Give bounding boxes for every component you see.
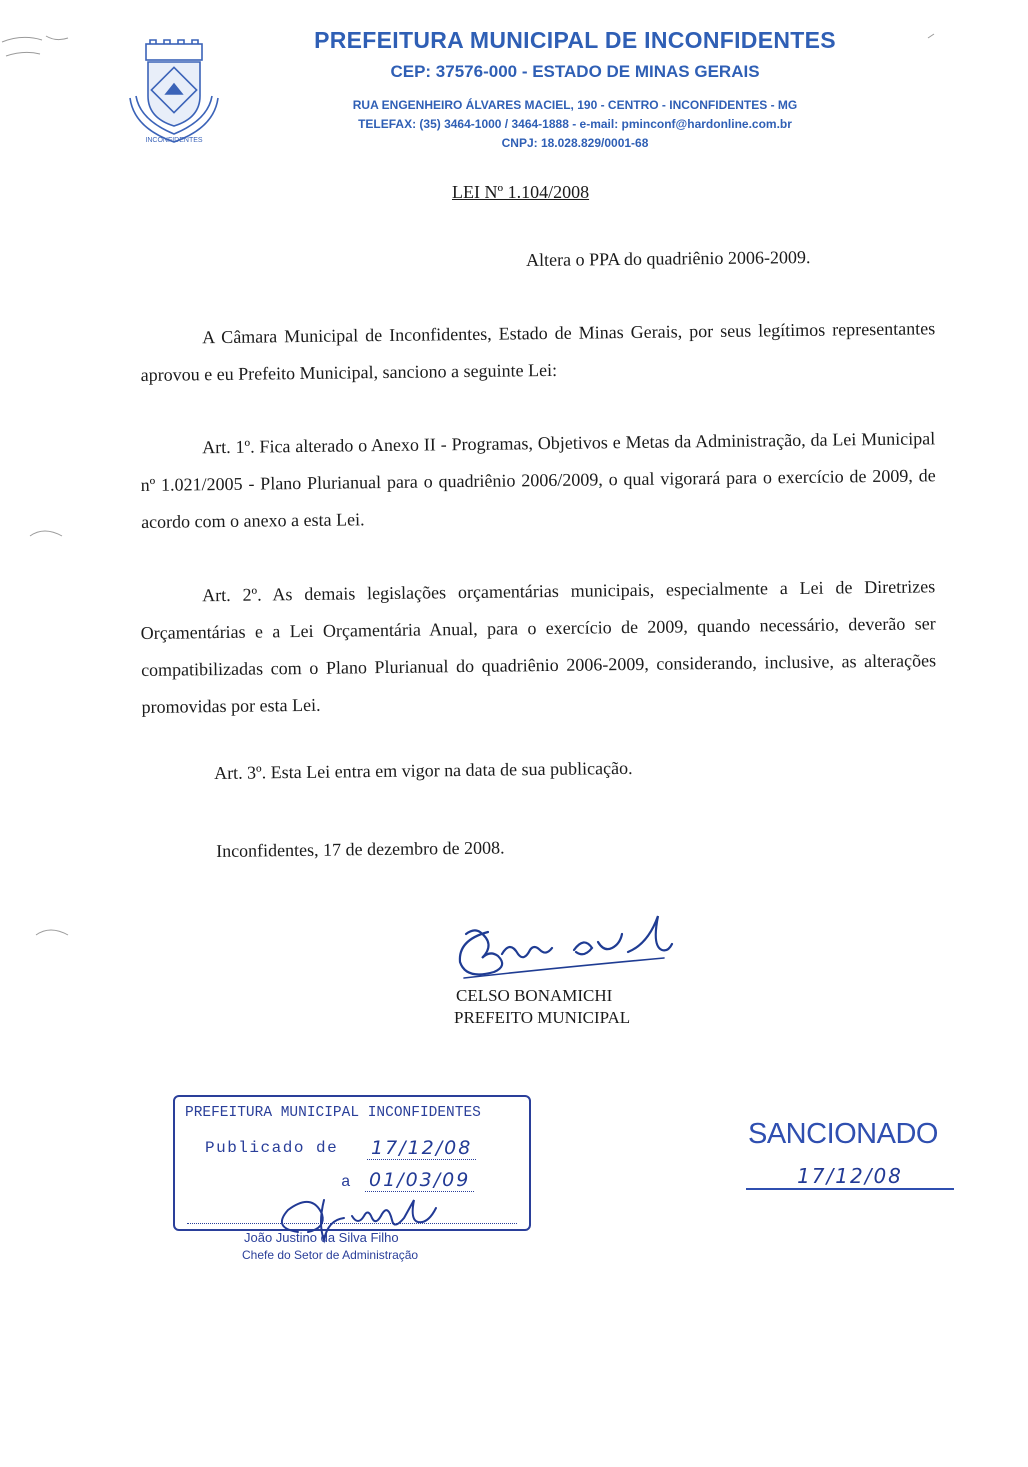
svg-text:INCONFIDENTES: INCONFIDENTES	[145, 137, 203, 144]
law-title: LEI Nº 1.104/2008	[452, 182, 590, 202]
official-name: João Justino da Silva Filho	[244, 1230, 399, 1245]
official-role: Chefe do Setor de Administração	[242, 1248, 419, 1262]
municipal-coat-of-arms-icon	[124, 38, 224, 148]
law-ementa: Altera o PPA do quadriênio 2006-2009.	[526, 247, 811, 270]
sanction-stamp-label: SANCIONADO	[748, 1118, 938, 1150]
place-and-date: Inconfidentes, 17 de dezembro de 2008.	[216, 837, 505, 861]
signer-role: PREFEITO MUNICIPAL	[454, 1008, 631, 1027]
article-3-paragraph: Art. 3º. Esta Lei entra em vigor na data de sua publicação.	[214, 757, 633, 783]
letterhead-cep: CEP: 37576-000 - ESTADO DE MINAS GERAIS	[390, 62, 760, 81]
letterhead-address: RUA ENGENHEIRO ÁLVARES MACIEL, 190 - CENTRO - INCONFIDENTES - MG	[352, 98, 798, 112]
article-2-text: Art. 2º. As demais legislações orçamentárias municipais, especialmente a Lei de Diretrizes Orçamentárias e a Lei Orçamentária Anual, para o exercício de 2009, quando necessário, deverão ser compatibilizadas com o Plano Plurianual do quadriênio 2006-2009, considerando, inclusive, as alterações promovidas por esta Lei.	[140, 576, 937, 717]
law-intro-text: A Câmara Municipal de Inconfidentes, Estado de Minas Gerais, por seus legítimos representantes aprovou e eu Prefeito Municipal, sanciono a seguinte Lei:	[140, 318, 936, 385]
law-intro-paragraph	[140, 310, 936, 394]
letterhead-title: PREFEITURA MUNICIPAL DE INCONFIDENTES	[314, 27, 836, 53]
publication-stamp-header: PREFEITURA MUNICIPAL INCONFIDENTES	[185, 1105, 481, 1121]
article-2-paragraph	[140, 568, 937, 726]
letterhead-cnpj: CNPJ: 18.028.829/0001-68	[501, 136, 649, 150]
letterhead-telefax: TELEFAX: (35) 3464-1000 / 3464-1888 - e-mail: pminconf@hardonline.com.br	[358, 117, 792, 131]
published-date: 17/12/08	[367, 1137, 476, 1160]
article-1-text: Art. 1º. Fica alterado o Anexo II - Programas, Objetivos e Metas da Administração, da Lei Municipal nº 1.021/2005 - Plano Plurianual para o quadriênio 2006/2009, o qual vigorará para o exercício de 2009, de acordo com o anexo a esta Lei.	[140, 428, 936, 532]
published-label: Publicado de	[205, 1139, 339, 1157]
signer-name: CELSO BONAMICHI	[456, 986, 613, 1005]
until-date: 01/03/09	[365, 1169, 474, 1192]
sanction-date: 17/12/08	[746, 1164, 954, 1190]
article-1-paragraph	[140, 420, 936, 541]
until-label: a	[341, 1173, 351, 1191]
mayor-handwritten-signature	[452, 910, 692, 985]
